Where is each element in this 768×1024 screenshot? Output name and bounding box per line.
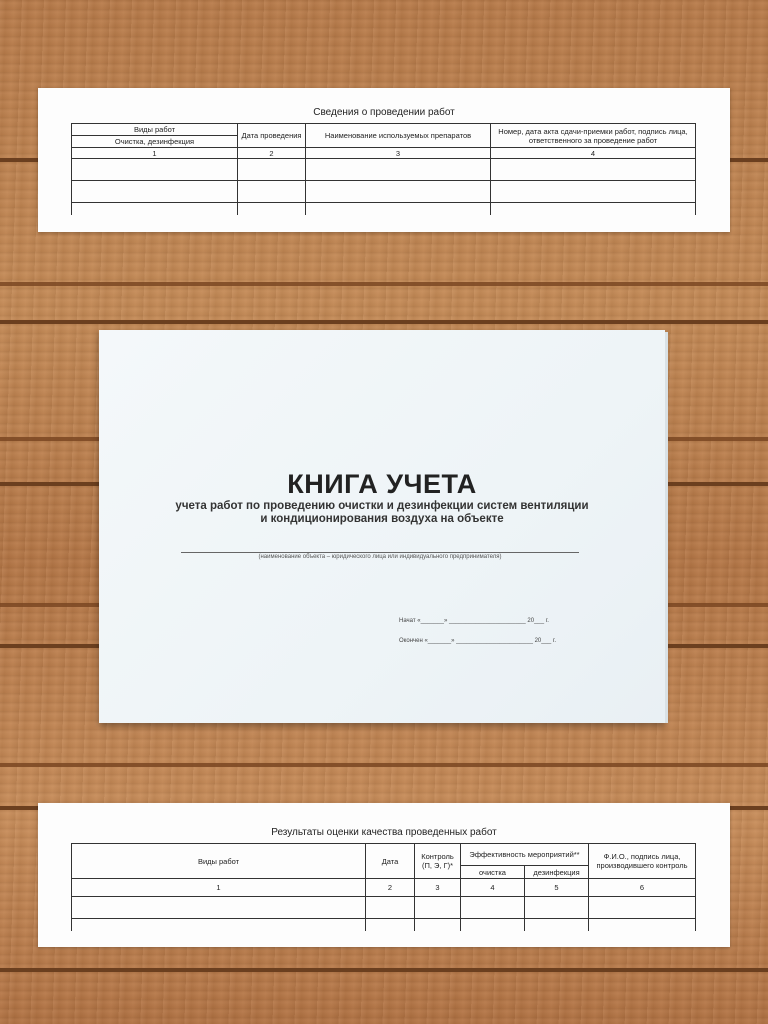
column-number: 4 (491, 148, 696, 159)
column-number: 1 (72, 879, 366, 897)
table-row (72, 181, 696, 203)
column-number: 5 (525, 879, 589, 897)
book-subtitle-line2: и кондиционирования воздуха на объекте (260, 513, 504, 525)
bottom-form-table (71, 843, 696, 931)
header-disinfection: дезинфекция (525, 866, 589, 879)
header-act-signature: Номер, дата акта сдачи-приемки работ, подпись лица, ответственного за проведение работ (491, 124, 696, 148)
top-form-title: Сведения о проведении работ (313, 107, 455, 118)
bottom-form-strip (38, 803, 730, 947)
header-work-types: Виды работ (72, 844, 366, 879)
header-inspector-signature: Ф.И.О., подпись лица, производившего контроль (589, 844, 696, 879)
header-date: Дата проведения (238, 124, 306, 148)
header-control: Контроль (П, Э, Г)* (415, 844, 461, 879)
column-number: 6 (589, 879, 696, 897)
bottom-form-title: Результаты оценки качества проведенных работ (271, 827, 497, 838)
header-cleaning: очистка (461, 866, 525, 879)
book-page-edge (665, 332, 668, 723)
table-row (72, 203, 696, 215)
column-number: 3 (306, 148, 491, 159)
header-preparations: Наименование используемых препаратов (306, 124, 491, 148)
column-number: 2 (366, 879, 415, 897)
table-row (72, 897, 696, 919)
object-name-caption: (наименование объекта – юридического лица или индивидуального предпринимателя) (258, 554, 502, 560)
header-work-types: Виды работ (72, 124, 238, 136)
column-number: 4 (461, 879, 525, 897)
book-subtitle-line1: учета работ по проведению очистки и дезинфекции систем вентиляции (175, 500, 589, 512)
table-row (72, 148, 696, 159)
object-name-line (181, 552, 579, 553)
header-date: Дата (366, 844, 415, 879)
finished-date-line: Окончен «_______» _______________________ 20___ г. (399, 638, 557, 644)
book-cover (99, 330, 665, 723)
started-date-line: Начат «_______» _______________________ 20___ г. (399, 618, 549, 624)
column-number: 1 (72, 148, 238, 159)
header-cleaning-disinfection: Очистка, дезинфекция (72, 136, 238, 148)
table-row (72, 919, 696, 931)
book-title: КНИГА УЧЕТА (287, 469, 477, 499)
table-row (72, 159, 696, 181)
column-number: 2 (238, 148, 306, 159)
top-form-table (71, 123, 696, 215)
book-subtitle (139, 500, 625, 526)
top-form-strip (38, 88, 730, 232)
column-number: 3 (415, 879, 461, 897)
header-efficiency: Эффективность мероприятий** (461, 844, 589, 866)
table-row (72, 879, 696, 897)
